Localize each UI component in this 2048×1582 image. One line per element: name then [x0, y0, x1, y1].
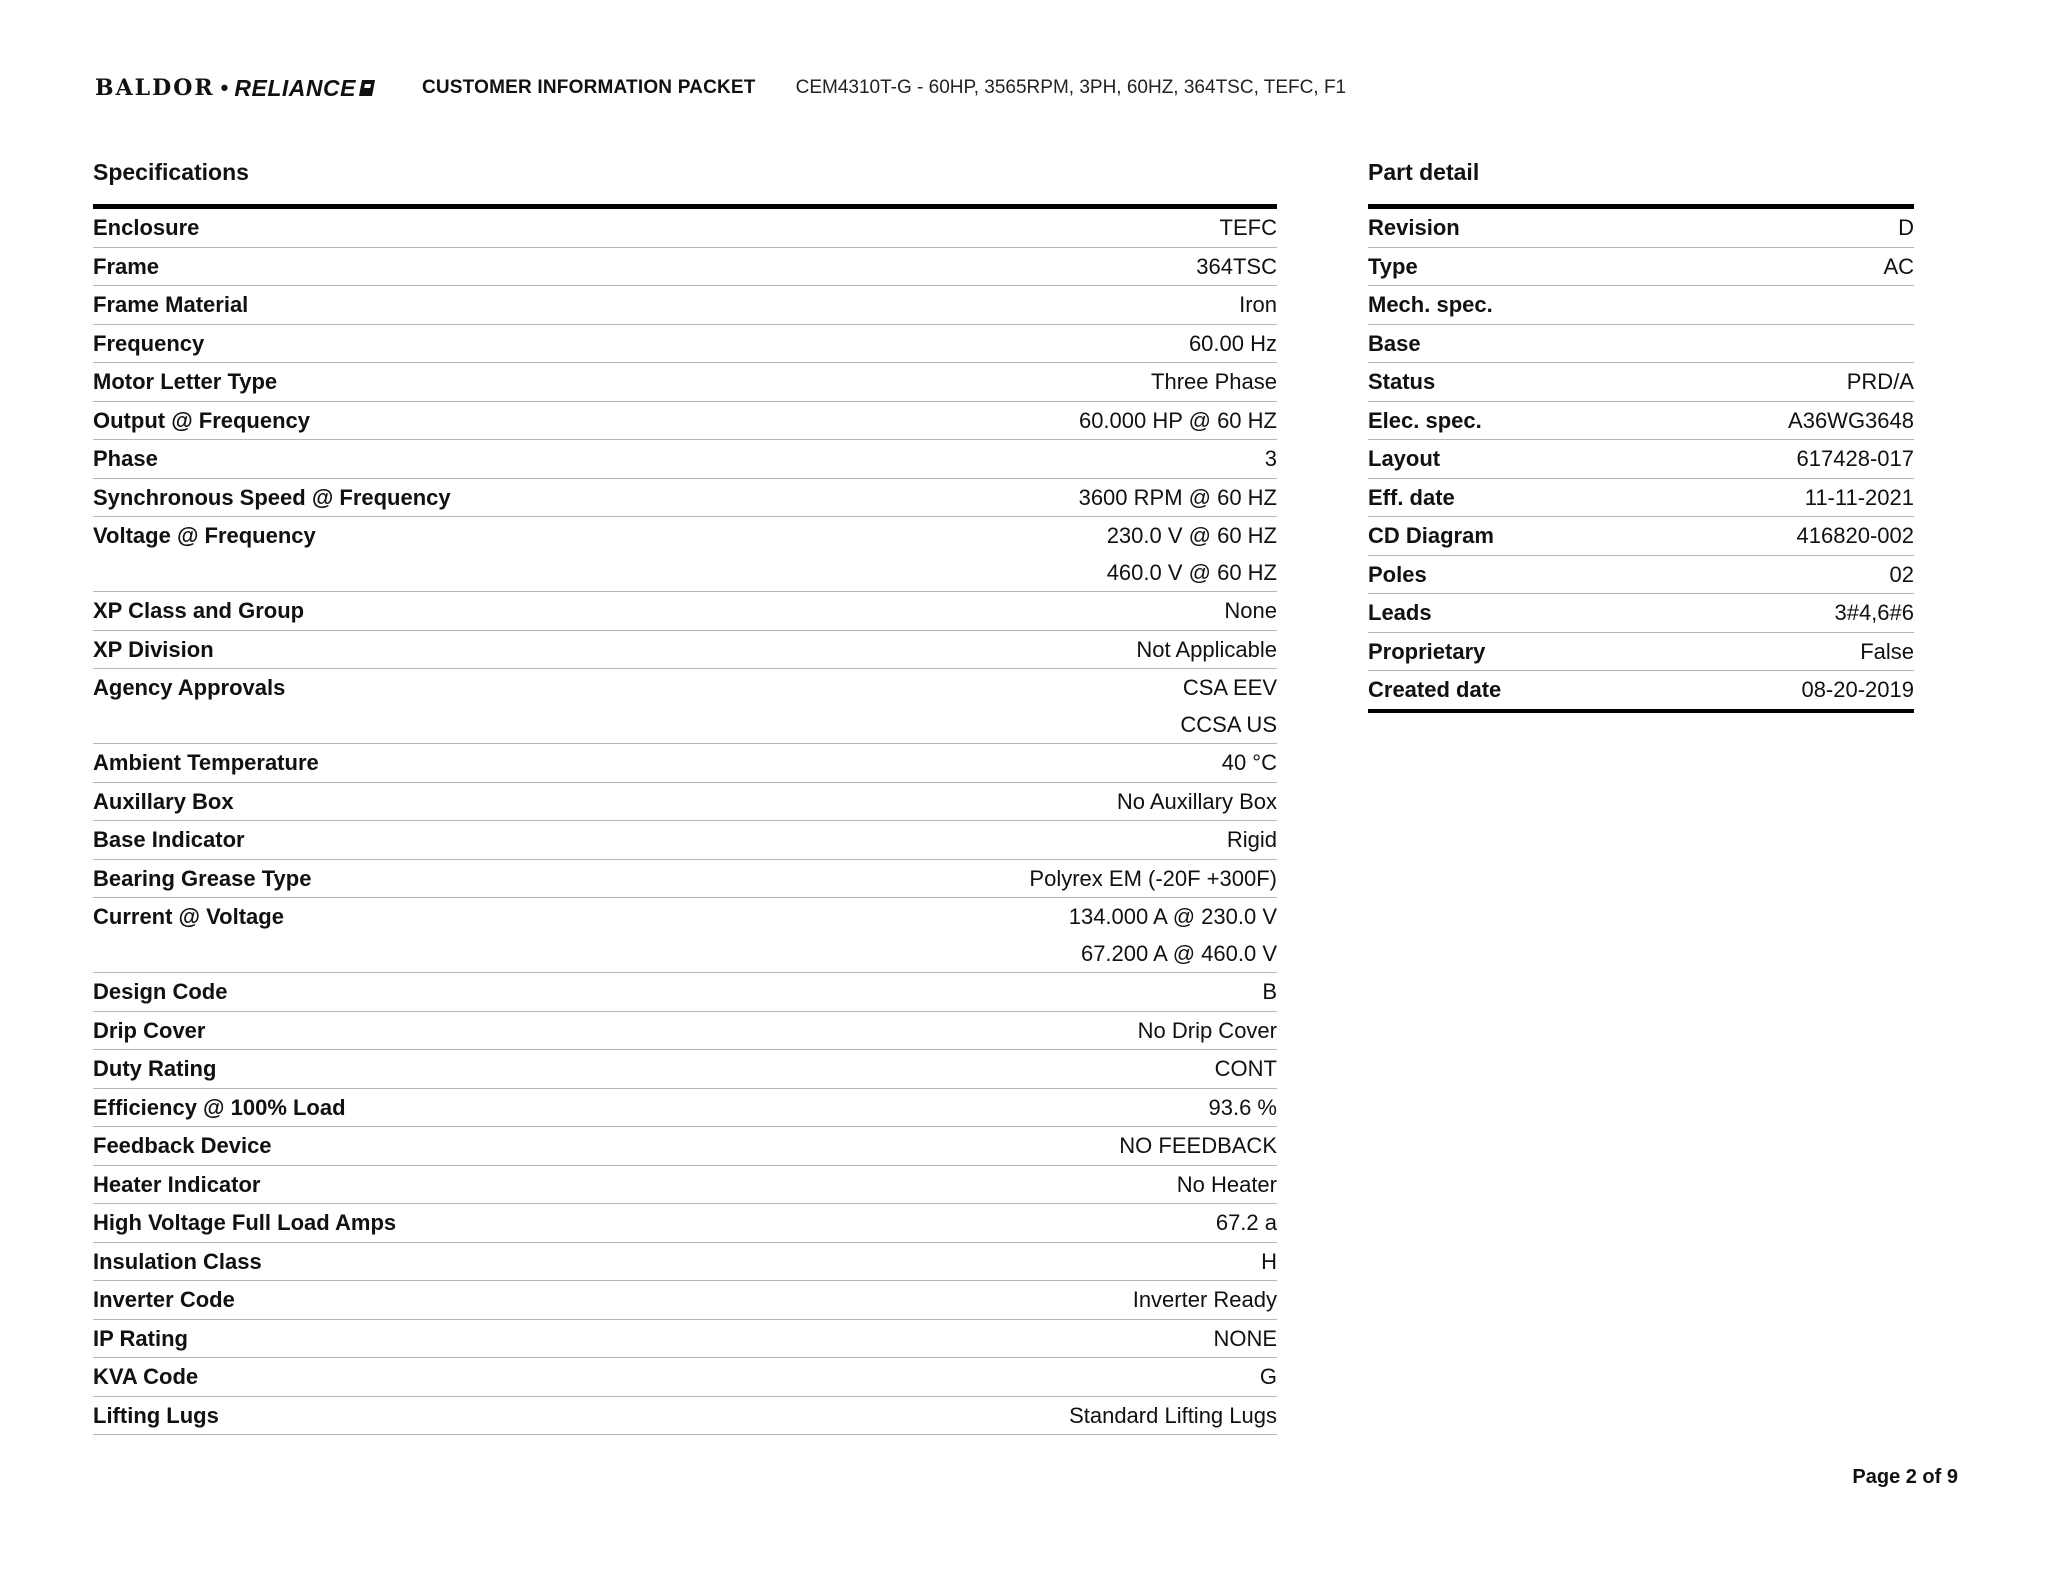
spec-value: No Heater [1176, 1171, 1277, 1197]
spec-row [93, 1320, 1277, 1359]
spec-row [93, 592, 1277, 631]
spec-label: Enclosure [93, 215, 200, 240]
spec-values [1151, 364, 1277, 401]
spec-label: Bearing Grease Type [93, 865, 312, 891]
spec-row [93, 898, 1277, 973]
spec-label: XP Division [93, 636, 214, 662]
spec-row [93, 1050, 1277, 1089]
spec-values [1265, 441, 1277, 478]
spec-row [93, 209, 1277, 248]
spec-values [1262, 974, 1277, 1011]
spec-row [93, 286, 1277, 325]
spec-row [93, 1127, 1277, 1166]
baldor-reliance-logo [95, 75, 376, 102]
spec-label: Synchronous Speed @ Frequency [93, 484, 451, 510]
part-detail-value: False [1860, 638, 1914, 664]
spec-label: Frame [93, 253, 160, 279]
spec-label: Drip Cover [93, 1017, 206, 1043]
part-detail-value: D [1898, 215, 1914, 240]
spec-value: NONE [1213, 1325, 1277, 1351]
spec-values [1220, 210, 1277, 247]
spec-label: Feedback Device [93, 1133, 272, 1158]
part-detail-row [1368, 479, 1914, 518]
reliance-mark-icon [358, 78, 376, 98]
spec-row [93, 1012, 1277, 1051]
spec-label: Heater Indicator [93, 1171, 261, 1197]
spec-values [1180, 670, 1277, 743]
spec-label: Lifting Lugs [93, 1402, 219, 1428]
spec-row [93, 860, 1277, 899]
spec-values [1136, 632, 1277, 669]
spec-row [93, 479, 1277, 518]
spec-value: NO FEEDBACK [1119, 1133, 1277, 1158]
spec-values [1177, 1167, 1277, 1204]
spec-value: 40 °C [1221, 750, 1277, 775]
spec-value: 460.0 V @ 60 HZ [1106, 559, 1277, 585]
spec-label: Insulation Class [93, 1248, 262, 1274]
part-detail-value: 11-11-2021 [1804, 484, 1914, 510]
part-detail-title: Part detail [1368, 159, 1480, 185]
spec-value: Not Applicable [1136, 636, 1277, 662]
spec-values [1216, 1205, 1277, 1242]
part-detail-value: PRD/A [1846, 369, 1914, 394]
spec-value: B [1262, 979, 1277, 1004]
spec-label: Base Indicator [93, 827, 245, 852]
spec-values [1138, 1013, 1277, 1050]
part-detail-row [1368, 325, 1914, 364]
part-detail-value: 08-20-2019 [1801, 677, 1914, 702]
part-detail-label: CD Diagram [1368, 523, 1494, 548]
spec-row [93, 402, 1277, 441]
spec-value: H [1261, 1248, 1277, 1274]
spec-values [1079, 480, 1277, 517]
spec-label: High Voltage Full Load Amps [93, 1210, 397, 1235]
spec-row [93, 1243, 1277, 1282]
logo-separator: • [220, 75, 229, 100]
spec-value: No Auxillary Box [1116, 788, 1277, 814]
spec-row [93, 1204, 1277, 1243]
spec-values [1213, 1321, 1277, 1358]
spec-label: Ambient Temperature [93, 750, 319, 775]
spec-row [93, 973, 1277, 1012]
part-detail-label: Type [1368, 253, 1418, 279]
logo-baldor-text: BALDOR [95, 75, 215, 101]
spec-values [1107, 518, 1277, 591]
spec-values [1209, 1090, 1278, 1127]
spec-value: 3600 RPM @ 60 HZ [1078, 484, 1277, 510]
spec-label: Motor Letter Type [93, 369, 278, 394]
spec-row [93, 783, 1277, 822]
part-detail-label: Poles [1368, 561, 1427, 587]
spec-values [1119, 1128, 1277, 1165]
spec-row [93, 1089, 1277, 1128]
document-header [95, 70, 1346, 106]
spec-label: Inverter Code [93, 1287, 235, 1312]
spec-value: Polyrex EM (-20F +300F) [1029, 865, 1277, 891]
spec-value: Rigid [1226, 827, 1277, 852]
spec-values [1029, 861, 1277, 898]
spec-value: CONT [1214, 1056, 1277, 1081]
spec-row [93, 631, 1277, 670]
part-detail-label: Elec. spec. [1368, 407, 1482, 433]
spec-value: No Drip Cover [1137, 1017, 1277, 1043]
spec-label: Agency Approvals [93, 675, 286, 700]
spec-row [93, 744, 1277, 783]
spec-value: 3 [1264, 446, 1277, 471]
spec-row [93, 669, 1277, 744]
part-detail-label: Created date [1368, 677, 1502, 702]
part-detail-value: AC [1883, 253, 1914, 279]
part-detail-row [1368, 248, 1914, 287]
part-detail-value: A36WG3648 [1788, 407, 1914, 433]
spec-label: Design Code [93, 979, 228, 1004]
model-description: CEM4310T-G - 60HP, 3565RPM, 3PH, 60HZ, 364TSC, TEFC, F1 [795, 77, 1347, 98]
part-detail-row [1368, 517, 1914, 556]
spec-value: CCSA US [1180, 711, 1277, 737]
part-detail-value: 617428-017 [1796, 446, 1914, 471]
part-detail-value: 3#4,6#6 [1834, 600, 1914, 625]
spec-label: Duty Rating [93, 1056, 217, 1081]
spec-values [1227, 822, 1277, 859]
spec-label: Frequency [93, 330, 205, 356]
spec-row [93, 821, 1277, 860]
part-detail-row [1368, 363, 1914, 402]
spec-values [1196, 249, 1277, 286]
part-detail-value: 416820-002 [1796, 523, 1914, 548]
part-detail-label: Mech. spec. [1368, 292, 1493, 317]
spec-values [1215, 1051, 1277, 1088]
spec-values [1260, 1359, 1277, 1396]
spec-value: 60.000 HP @ 60 HZ [1078, 407, 1277, 433]
specifications-title: Specifications [93, 159, 249, 185]
part-detail-label: Proprietary [1368, 638, 1486, 664]
part-detail-row [1368, 556, 1914, 595]
spec-values [1222, 745, 1277, 782]
spec-label: XP Class and Group [93, 598, 305, 623]
spec-value: 67.200 A @ 460.0 V [1080, 940, 1277, 966]
spec-value: 67.2 a [1215, 1210, 1277, 1235]
spec-label: KVA Code [93, 1364, 199, 1389]
spec-row [93, 1281, 1277, 1320]
part-detail-row [1368, 402, 1914, 441]
spec-row [93, 363, 1277, 402]
part-detail-row [1368, 286, 1914, 325]
spec-row [93, 325, 1277, 364]
part-detail-table [1368, 204, 1914, 713]
part-detail-row [1368, 440, 1914, 479]
spec-value: TEFC [1219, 215, 1277, 240]
logo-reliance-text: RELIANCE [234, 74, 356, 101]
spec-value: Inverter Ready [1132, 1287, 1277, 1312]
spec-value: 364TSC [1196, 253, 1277, 279]
spec-label: Output @ Frequency [93, 407, 311, 433]
spec-value: Standard Lifting Lugs [1069, 1402, 1277, 1428]
spec-values [1224, 593, 1277, 630]
spec-value: CSA EEV [1182, 675, 1277, 700]
part-detail-row [1368, 633, 1914, 672]
spec-row [93, 248, 1277, 287]
spec-row [93, 1166, 1277, 1205]
spec-value: 93.6 % [1208, 1094, 1277, 1120]
spec-row [93, 517, 1277, 592]
spec-label: Phase [93, 446, 158, 471]
spec-value: G [1259, 1364, 1277, 1389]
specifications-table [93, 204, 1277, 1435]
spec-value: Iron [1239, 292, 1277, 317]
part-detail-row [1368, 209, 1914, 248]
packet-title: CUSTOMER INFORMATION PACKET [421, 77, 756, 98]
spec-label: IP Rating [93, 1325, 188, 1351]
spec-values [1239, 287, 1277, 324]
part-detail-label: Status [1368, 369, 1436, 394]
spec-row [93, 440, 1277, 479]
spec-values [1261, 1244, 1277, 1281]
spec-label: Frame Material [93, 292, 249, 317]
spec-values [1189, 326, 1277, 363]
spec-label: Voltage @ Frequency [93, 523, 316, 548]
spec-value: None [1224, 598, 1277, 623]
spec-values [1069, 1398, 1277, 1435]
spec-row [93, 1358, 1277, 1397]
spec-value: 60.00 Hz [1188, 330, 1277, 356]
spec-values [1069, 899, 1277, 972]
spec-value: 134.000 A @ 230.0 V [1068, 904, 1277, 929]
part-detail-label: Eff. date [1368, 484, 1455, 510]
page-number: Page 2 of 9 [1852, 1466, 1958, 1488]
part-detail-label: Layout [1368, 446, 1441, 471]
spec-values [1079, 403, 1277, 440]
spec-values [1117, 784, 1277, 821]
part-detail-label: Base [1368, 330, 1421, 356]
part-detail-row [1368, 594, 1914, 633]
spec-label: Efficiency @ 100% Load [93, 1094, 346, 1120]
part-detail-row [1368, 671, 1914, 709]
spec-label: Current @ Voltage [93, 904, 284, 929]
spec-row [93, 1397, 1277, 1436]
part-detail-label: Revision [1368, 215, 1460, 240]
spec-value: 230.0 V @ 60 HZ [1106, 523, 1277, 548]
spec-value: Three Phase [1151, 369, 1277, 394]
part-detail-value: 02 [1889, 561, 1914, 587]
spec-label: Auxillary Box [93, 788, 234, 814]
spec-values [1133, 1282, 1277, 1319]
part-detail-label: Leads [1368, 600, 1432, 625]
